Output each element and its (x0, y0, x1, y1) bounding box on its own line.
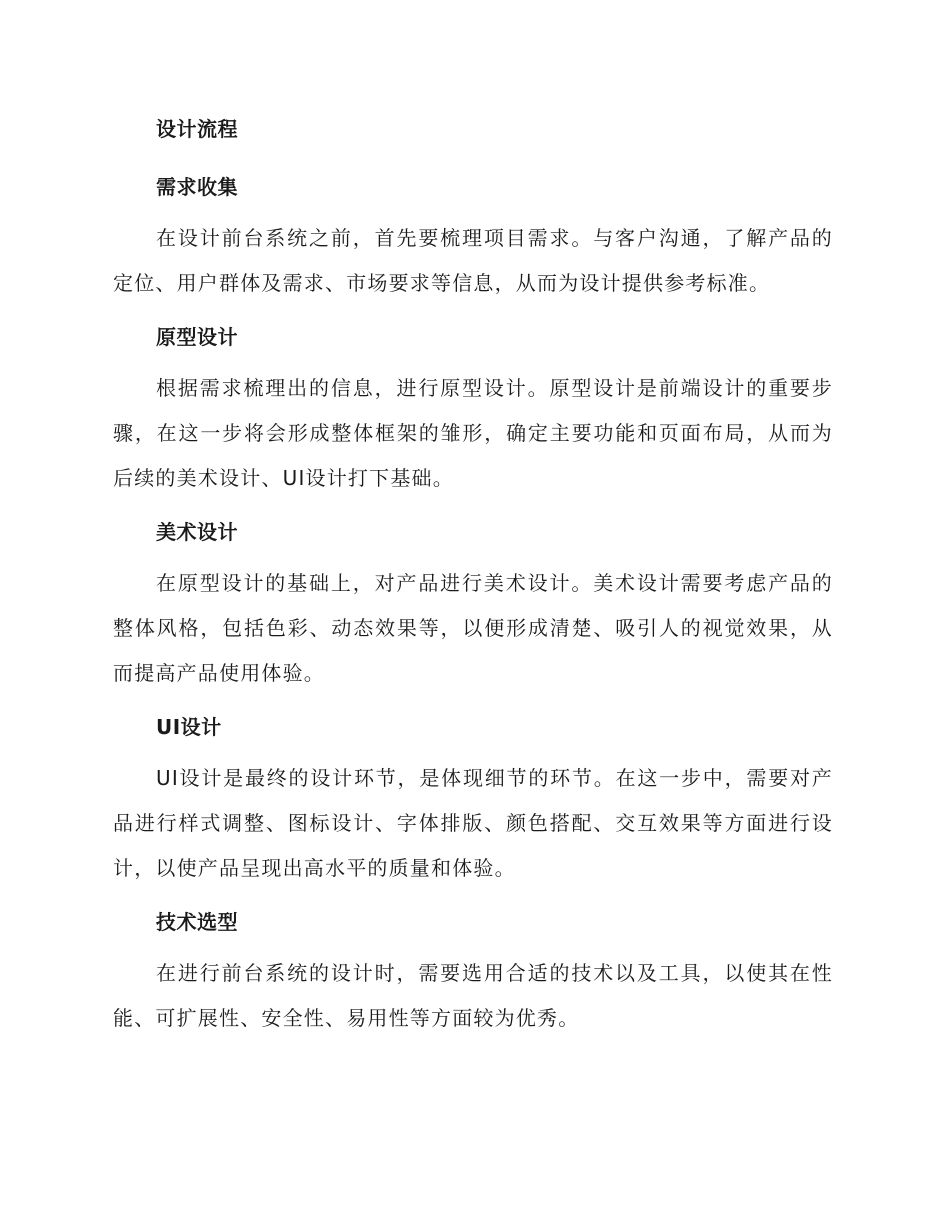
section-heading-requirements: 需求收集 (156, 175, 238, 199)
section-heading-tech-selection: 技术选型 (156, 910, 238, 934)
section-heading-art-design: 美术设计 (156, 520, 238, 544)
section-paragraph-requirements: 在设计前台系统之前，首先要梳理项目需求。与客户沟通，了解产品的定位、用户群体及需求、市场要求等信息，从而为设计提供参考标准。 (113, 226, 833, 295)
section-paragraph-ui-design: UI设计是最终的设计环节，是体现细节的环节。在这一步中，需要对产品进行样式调整、图标设计、字体排版、颜色搭配、交互效果等方面进行设计，以使产品呈现出高水平的质量和体验。 (113, 766, 833, 880)
document-title: 设计流程 (156, 117, 238, 141)
section-heading-prototype: 原型设计 (156, 325, 238, 349)
section-paragraph-art-design: 在原型设计的基础上，对产品进行美术设计。美术设计需要考虑产品的整体风格，包括色彩、动态效果等，以便形成清楚、吸引人的视觉效果，从而提高产品使用体验。 (113, 571, 833, 685)
document-page (113, 114, 833, 1057)
section-paragraph-tech-selection: 在进行前台系统的设计时，需要选用合适的技术以及工具，以使其在性能、可扩展性、安全性、易用性等方面较为优秀。 (113, 961, 833, 1030)
section-heading-ui-design: UI设计 (156, 715, 222, 739)
section-paragraph-prototype: 根据需求梳理出的信息，进行原型设计。原型设计是前端设计的重要步骤，在这一步将会形成整体框架的雏形，确定主要功能和页面布局，从而为后续的美术设计、UI设计打下基础。 (113, 376, 833, 490)
